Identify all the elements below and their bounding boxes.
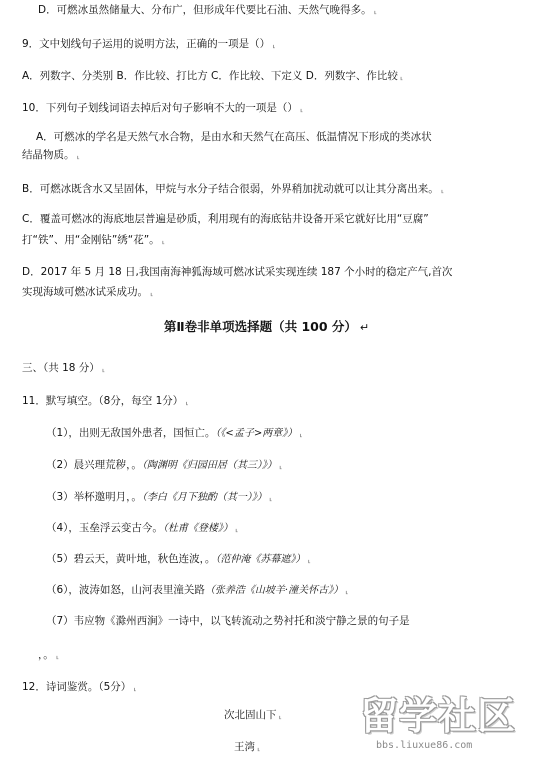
text: 结晶物质。	[22, 149, 75, 161]
citation: （范仲淹《苏幕遮》）	[215, 554, 306, 565]
text: D．2017 年 5 月 18 日,我国南海神狐海域可燃冰试采实现连续 187 个小时的稳定产气,首次	[22, 266, 453, 278]
return-mark-icon: ↵	[359, 321, 370, 334]
text: B．可燃冰既含水又呈固体，甲烷与水分子结合很弱，外界稍加扰动就可以让其分离出来。	[22, 183, 439, 195]
text: 三、（共 18 分）	[22, 362, 100, 374]
watermark-logo-text: 留学社区	[360, 694, 517, 738]
text: （7）韦应物《滁州西涧》一诗中，以飞转流动之势衬托和淡宁静之景的句子是	[46, 615, 410, 627]
citation: （陶渊明《归园田居（其三）》）	[141, 460, 277, 471]
paragraph-mark-icon: ⸤	[440, 185, 445, 195]
text: 12．诗词鉴赏。（5分）	[22, 681, 132, 693]
paragraph-mark-icon: ⸤	[161, 236, 166, 246]
paragraph-mark-icon: ⸤	[150, 288, 154, 298]
poem-author	[234, 740, 261, 755]
paragraph-mark-icon: ⸤	[278, 461, 283, 471]
text: （1），出则无敌国外患者，国恒亡。	[46, 427, 216, 439]
paragraph-mark-icon: ⸤	[55, 651, 60, 661]
text: （5）碧云天，黄叶地，秋色连波，。	[46, 553, 216, 565]
paragraph-mark-icon: ⸤	[101, 364, 106, 374]
blank-4	[46, 521, 238, 536]
poem-title	[224, 708, 282, 723]
watermark-url: bbs.liuxue86.com	[376, 740, 473, 751]
title-text: 第Ⅱ卷非单项选择题（共 100 分）	[163, 319, 357, 334]
paragraph-mark-icon: ⸤	[299, 429, 303, 439]
option-b	[22, 182, 444, 197]
text: ，。	[38, 649, 54, 661]
paragraph-mark-icon: ⸤	[307, 555, 311, 565]
paragraph-mark-icon: ⸤	[185, 397, 189, 407]
blank-7-line-2	[38, 648, 59, 663]
paragraph-mark-icon: ⸤	[373, 6, 378, 16]
paragraph-mark-icon: ⸤	[272, 40, 276, 50]
paragraph-mark-icon: ⸤	[234, 524, 239, 534]
option-a-line-2	[22, 148, 80, 163]
citation: （张养浩《山坡羊·潼关怀古》）	[204, 585, 344, 596]
paragraph-mark-icon: ⸤	[133, 683, 137, 693]
text: 9．文中划线句子运用的说明方法，正确的一项是（）	[22, 38, 271, 50]
text: 实现海域可燃冰试采成功。	[22, 286, 148, 298]
option-a-line-1	[36, 130, 432, 144]
paragraph-mark-icon: ⸤	[345, 586, 349, 596]
text: C．覆盖可燃冰的海底地层普遍是砂质，利用现有的海底钻井设备开采它就好比用“豆腐”	[22, 213, 429, 225]
text: （6），波涛如怒，山河表里潼关路	[46, 584, 205, 596]
text: （2）晨兴理荒秽，。	[46, 459, 142, 471]
option-c-line-2	[22, 233, 165, 248]
paragraph-mark-icon: ⸤	[278, 711, 283, 721]
paragraph-mark-icon: ⸤	[76, 151, 81, 161]
question-9-options	[22, 69, 403, 84]
text: 王湾	[234, 741, 255, 753]
paragraph-mark-icon: ⸤	[299, 104, 304, 114]
option-d-q8	[38, 3, 377, 18]
text: 次北固山下	[224, 709, 277, 721]
citation: （《<孟子>两章》）	[215, 428, 298, 439]
blank-1	[46, 426, 303, 441]
blank-2	[46, 458, 282, 473]
text: A．可燃冰的学名是天然气水合物，是由水和天然气在高压、低温情况下形成的类冰状	[36, 131, 432, 143]
question-12	[22, 680, 137, 695]
section-title	[0, 319, 533, 336]
blank-6	[46, 583, 349, 598]
question-9	[22, 37, 276, 52]
text: 打“铁”、用“金刚钻”绣“花”。	[22, 234, 160, 246]
text: 11．默写填空。（8分，每空 1分）	[22, 395, 184, 407]
question-10	[22, 101, 303, 116]
text: （3）举杯邀明月，。	[46, 491, 142, 503]
site-watermark	[360, 694, 530, 758]
paragraph-mark-icon: ⸤	[268, 493, 273, 503]
citation: （李白《月下独酌（其一）》）	[141, 492, 267, 503]
option-d-line-2	[22, 285, 154, 300]
option-d-line-1	[22, 265, 452, 279]
text: （4），玉垒浮云变古今。	[46, 522, 163, 534]
paragraph-mark-icon: ⸤	[399, 72, 404, 82]
blank-7-line-1	[46, 614, 410, 628]
citation: （杜甫《登楼》）	[162, 523, 233, 534]
option-c-line-1	[22, 212, 429, 226]
text: 10．下列句子划线词语去掉后对句子影响不大的一项是（）	[22, 102, 298, 114]
paragraph-mark-icon: ⸤	[257, 743, 261, 753]
blank-5	[46, 552, 311, 567]
question-11	[22, 394, 189, 409]
blank-3	[46, 490, 272, 505]
text: A．列数字、分类别 B．作比较、打比方 C．作比较、下定义 D．列数字、作比较	[22, 70, 398, 82]
text: D．可燃冰虽然储量大、分布广，但形成年代要比石油、天然气晚得多。	[38, 4, 372, 16]
part-three-heading	[22, 361, 105, 376]
